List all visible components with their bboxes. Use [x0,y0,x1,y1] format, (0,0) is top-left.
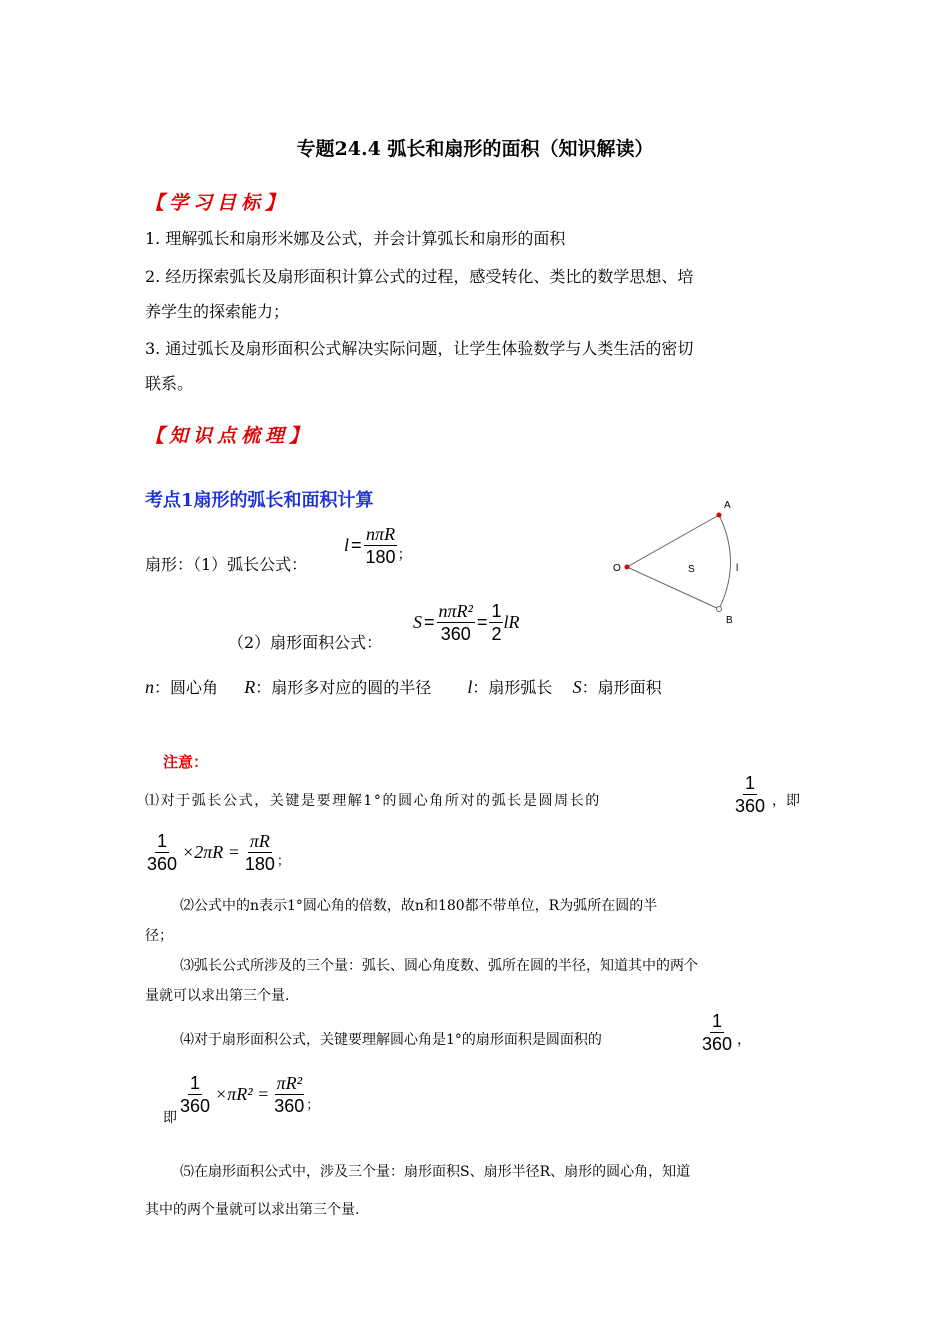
page-title: 专题24.4 弧长和扇形的面积（知识解读） [296,138,654,160]
fraction-numerator: 1 [745,773,756,793]
fraction-denominator: 360 [735,796,766,816]
note-1-equation [145,830,290,875]
section-heading-points: 【知识点梳理】 [145,425,314,447]
fraction-numerator: 1 [157,831,168,851]
arc-length-label: 扇形：（1）弧长公式： [145,555,308,574]
symbol-legend [145,677,662,698]
label-l: l [736,563,739,574]
legend-symbol-n: n [145,677,154,697]
fraction [272,1072,306,1117]
radius-OB [627,567,719,609]
fraction-denominator: 360 [440,624,471,644]
goal-line-1: 1. 理解弧长和扇形米娜及公式，并会计算弧长和扇形的面积 [145,229,566,248]
fraction [733,772,767,817]
note-2-line-1: ⑵公式中的n表示1°圆心角的倍数，故n和180都不带单位，R为弧所在圆的半 [180,898,658,914]
fraction-denominator: 360 [147,854,178,874]
note-3-line-1: ⑶弧长公式所涉及的三个量：弧长、圆心角度数、弧所在圆的半径，知道其中的两个 [180,958,698,974]
note-4-prefix: 即 [163,1110,177,1126]
semicolon: ； [276,853,290,868]
formula-symbol: S [413,612,422,632]
fraction-denominator: 2 [491,624,502,644]
equation-middle: ×πR² = [215,1084,270,1104]
fraction [700,1010,734,1055]
label-S: S [688,564,695,575]
note-heading: 注意： [163,753,209,771]
note-5-line-1: ⑸在扇形面积公式中，涉及三个量：扇形面积S、扇形半径R、扇形的圆心角，知道 [180,1164,691,1180]
fraction-denominator: 180 [365,547,396,567]
legend-text-R: ：扇形多对应的圆的半径 [255,678,432,697]
equals-sign: = [424,612,435,632]
note-3-line-2: 量就可以求出第三个量. [145,988,290,1004]
arc-AB [719,515,731,609]
note-1-fraction [733,772,767,817]
legend-symbol-l: l [467,677,473,697]
sector-area-label: （2）扇形面积公式： [228,633,383,652]
note-4-equation [178,1072,319,1117]
fraction-numerator: 1 [491,601,502,621]
fraction-numerator: nπR² [438,601,473,621]
goal-line-4: 3. 通过弧长及扇形面积公式解决实际问题，让学生体验数学与人类生活的密切 [145,339,694,358]
note-4-fraction [700,1010,734,1055]
fraction-denominator: 180 [244,854,275,874]
fraction-numerator: πR² [276,1073,302,1093]
goal-line-2: 2. 经历探索弧长及扇形面积计算公式的过程，感受转化、类比的数学思想、培 [145,267,694,286]
semicolon: ； [397,545,412,562]
fraction-numerator: πR [249,831,270,851]
fraction-denominator: 360 [702,1034,733,1054]
point-O [625,565,630,570]
equals-sign: = [351,535,362,555]
fraction [145,830,179,875]
fraction [364,523,398,568]
sector-diagram [605,495,755,625]
arc-length-formula [344,523,412,568]
fraction-denominator: 360 [274,1096,305,1116]
fraction-numerator: 1 [190,1073,201,1093]
legend-symbol-R: R [244,677,256,697]
fraction [437,600,475,645]
equals-sign: = [476,612,488,632]
topic-heading: 考点1扇形的弧长和面积计算 [145,490,374,511]
point-A [717,513,722,518]
point-B [717,607,722,612]
label-O: O [613,563,621,574]
radius-OA [627,515,719,567]
equation-middle: ×2πR = [182,842,240,862]
label-B: B [726,615,733,625]
legend-text-l: ：扇形弧长 [472,678,553,697]
semicolon: ； [306,1097,320,1112]
goal-line-3: 养学生的探索能力； [145,302,290,321]
formula-symbol: l [344,535,350,555]
fraction [178,1072,212,1117]
fraction-numerator: nπR [366,524,396,544]
note-4-tail: ， [737,1032,751,1048]
goal-line-5: 联系。 [145,374,194,393]
fraction [243,830,277,875]
note-1-text: ⑴对于弧长公式，关键是要理解1°的圆心角所对的弧长是圆周长的 [145,793,601,809]
label-A: A [724,500,731,511]
legend-text-S: ：扇形面积 [581,678,662,697]
sector-area-formula [413,600,519,645]
legend-text-n: ：圆心角 [154,678,219,697]
note-2-line-2: 径； [145,928,173,944]
legend-symbol-S: S [572,677,582,697]
note-1-tail: ，即 [772,793,800,809]
note-5-line-2: 其中的两个量就可以求出第三个量. [145,1202,360,1218]
formula-tail: lR [503,612,520,632]
note-4-text: ⑷对于扇形面积公式，关键要理解圆心角是1°的扇形面积是圆面积的 [180,1032,602,1048]
fraction-numerator: 1 [712,1011,723,1031]
fraction-half [489,600,503,645]
fraction-denominator: 360 [180,1096,211,1116]
section-heading-goals: 【学习目标】 [145,192,290,214]
